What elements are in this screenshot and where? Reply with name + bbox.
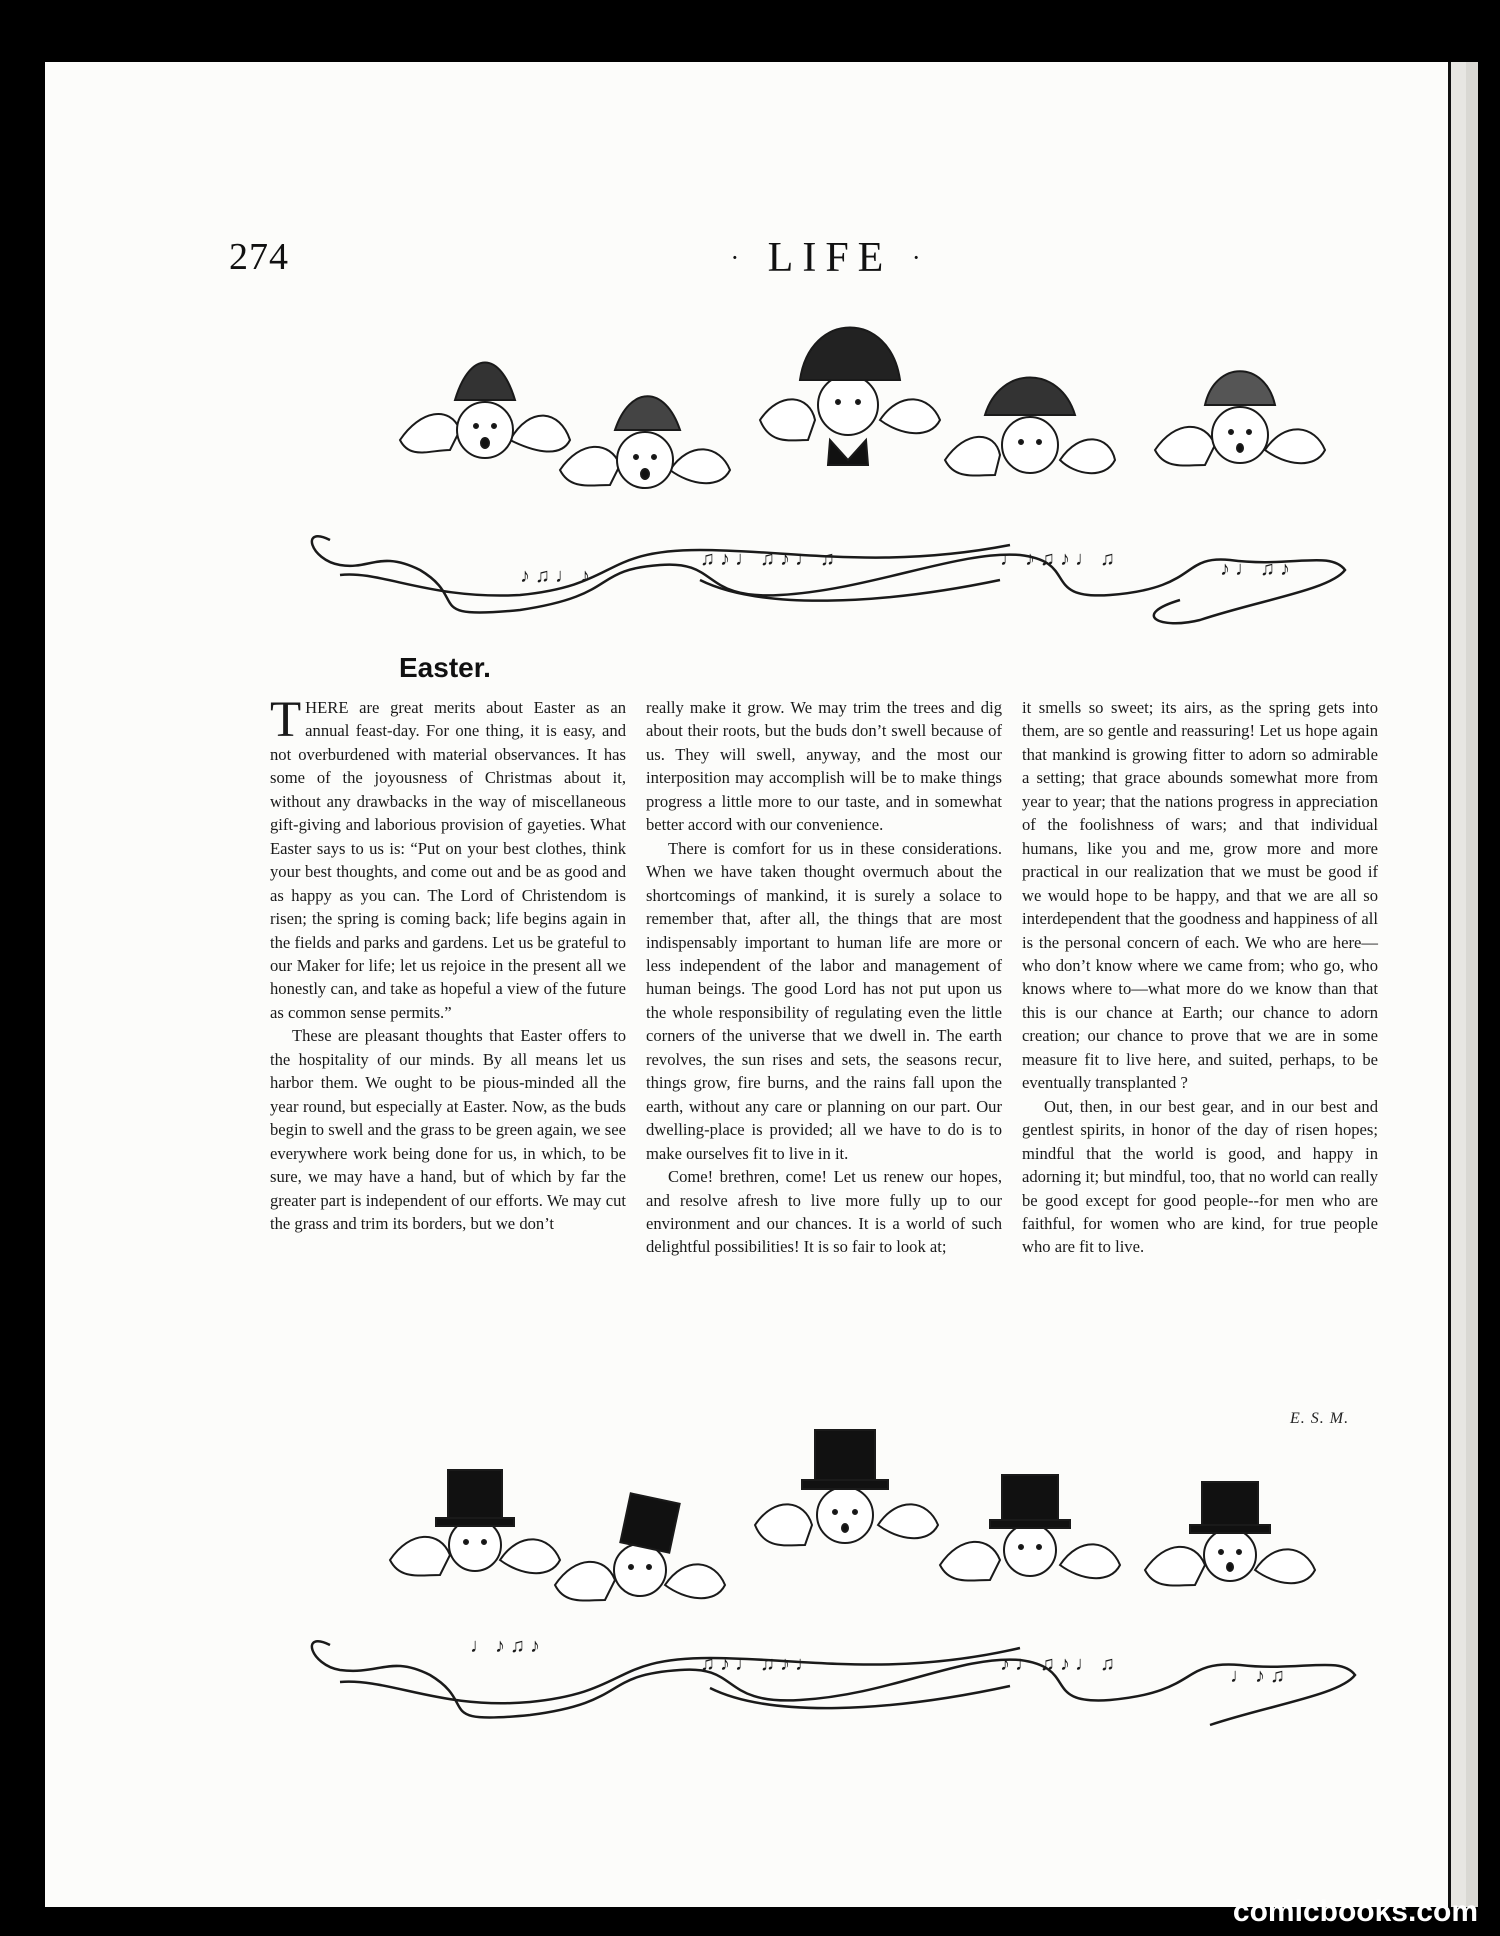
ribbon-notes-2: ♫ ♪ ♩ ♫ ♪ ♩ ♫: [700, 548, 835, 570]
ribbon-notes-4: ♪ ♩ ♫ ♪: [1220, 558, 1290, 580]
article-title: Easter.: [399, 652, 491, 683]
paragraph: There is comfort for us in these considerations. When we have taken thought overmuch about the shortcomings of mankind, it is surely a solace to remember that, after all, the things that are most indispensably important to human life are more or less independent of the labor and management of human beings. The good Lord has not put upon us the whole responsibility of regulating even the little corners of the universe that we dwell in. The earth revolves, the sun rises and sets, the seasons recur, things grow, fire burns, and the rains fall upon the earth, without any care or planning on our part. Our dwelling-place is provided; all we have to do is to make ourselves fit to live in it.: [646, 838, 1002, 1163]
ribbon-notes-1: ♩ ♪ ♫ ♪: [470, 1635, 540, 1657]
top-hat-head-2: [555, 1493, 725, 1600]
music-ribbon: [312, 1641, 1355, 1725]
ribbon-notes-2: ♫ ♪ ♩ ♫ ♪ ♩: [700, 1653, 815, 1675]
ribbon-notes-3: ♩ ♪ ♫ ♪ ♩ ♫: [1000, 548, 1115, 570]
paragraph: it smells so sweet; its airs, as the spring gets into them, are so gentle and reassuring! Let us hope again that mankind is growing fitter to adorn so admirable a setting; that grace abounds somewhat more from year to year; that the nations progress in appreciation of the foolishness of wars; and that individual humans, like you and me, grow more and more practical in our realization that we must be good if we would hope to be happy, and that we are all so interdependent that the goodness and happiness of all is the personal concern of each. We who are here—who don’t know where we came from; who go, who knows where to—what more do we know than that this is our chance at Earth; our chance to adorn creation; our chance to prove that we are in some measure fit to live here, and suited, perhaps, to be eventually transplanted ?: [1022, 698, 1378, 1093]
bottom-illustration: [0, 1420, 1500, 1740]
top-illustration: [0, 300, 1500, 630]
masthead-title: LIFE: [767, 235, 893, 281]
paragraph: Out, then, in our best gear, and in our best and gentlest spirits, in honor of the day of risen hopes; mindful that the world is good, and happy in adorning it; but mindful, too, that no world can really be good except for good people--for men who are faithful, for women who are kind, for true people who are fit to live.: [1022, 1096, 1378, 1257]
masthead: [700, 234, 960, 282]
cherub-head-4: [945, 378, 1115, 476]
top-hat-head-5: [1145, 1482, 1315, 1586]
ribbon-notes-1: ♪ ♫ ♩ ♪: [520, 565, 590, 587]
article-column-3: [1022, 696, 1378, 1259]
cherub-head-2: [560, 396, 730, 488]
masthead-dot-right: ·: [911, 243, 930, 273]
top-hat-head-4: [940, 1475, 1120, 1581]
ribbon-notes-3: ♪ ♩ ♫ ♪ ♩ ♫: [1000, 1653, 1115, 1675]
paragraph: Come! brethren, come! Let us renew our hopes, and resolve afresh to live more fully up to our environment and our chances. It is a world of such delightful possibilities! It is so fair to look at;: [646, 1167, 1002, 1257]
paragraph: really make it grow. We may trim the trees and dig about their roots, but the buds don’t swell because of us. They will swell, anyway, and the most our interposition may accomplish will be to make things progress a little more to our taste, and in somewhat better accord with our convenience.: [646, 698, 1002, 835]
cherub-heads: [400, 328, 1325, 489]
page-number: 274: [229, 236, 289, 278]
cherub-head-3: [760, 328, 940, 466]
paragraph: These are pleasant thoughts that Easter offers to the hospitality of our minds. By all means let us harbor them. We ought to be pious-minded all the year round, but especially at Easter. Now, as the buds begin to swell and the grass to be green again, we see everywhere work being done for us, in which, to be sure, we may have a hand, but of which by far the greater part is independent of our efforts. We may cut the grass and trim its borders, but we don’t: [270, 1026, 626, 1233]
cherub-head-5: [1155, 371, 1325, 465]
top-hat-head-3: [755, 1430, 938, 1545]
site-watermark: comicbooks.com: [1232, 1895, 1478, 1928]
paragraph: THERE are great merits about Easter as an annual feast-day. For one thing, it is easy, and not overburdened with material observances. It has some of the joyousness of Christmas about it, without any drawbacks in the way of miscellaneous gift-giving and laborious provision of gayeties. What Easter says to us is: “Put on your best clothes, think your best thoughts, and come out and be as good and as happy as you can. The Lord of Christendom is risen; the spring is coming back; life begins again in the fields and parks and gardens. Let us be grateful to our Maker for life; let us rejoice in the present all we honestly can, and take as hopeful a view of the future as common sense permits.”: [270, 692, 626, 1022]
article-column-1: [270, 692, 626, 1235]
ribbon-notes-4: ♩ ♪ ♫: [1230, 1665, 1285, 1687]
masthead-dot-left: ·: [730, 243, 749, 273]
top-hat-head-1: [390, 1470, 560, 1576]
drop-cap: T: [270, 692, 302, 748]
cherub-head-1: [400, 363, 570, 459]
top-hat-heads: [390, 1430, 1315, 1601]
author-signature: E. S. M.: [1290, 1410, 1350, 1427]
article-column-2: [646, 696, 1002, 1259]
